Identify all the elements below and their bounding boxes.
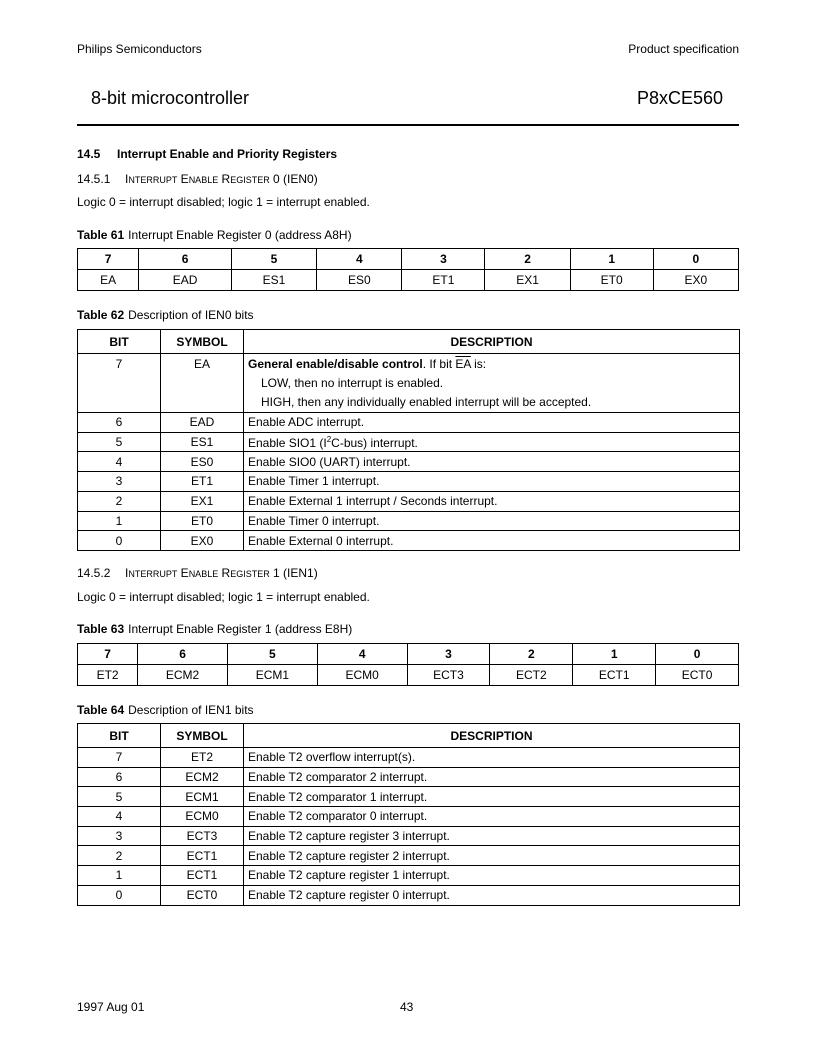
- sc-initial: E: [177, 172, 189, 186]
- table-row: [78, 807, 740, 827]
- table-row: [78, 866, 740, 886]
- symbol-cell: EA: [161, 354, 244, 374]
- part-number: P8xCE560: [636, 88, 723, 108]
- table61-title: Interrupt Enable Register 0 (address A8H): [128, 228, 352, 242]
- description-cell: Enable T2 capture register 1 interrupt.: [244, 866, 740, 886]
- table62-header-row: [78, 330, 740, 354]
- table62-title: Description of IEN0 bits: [128, 308, 254, 322]
- subsection-title-1: [125, 172, 318, 186]
- symbol-cell: ES1: [231, 270, 316, 291]
- table61-bit-row: [78, 249, 739, 270]
- header-symbol: SYMBOL: [161, 330, 244, 354]
- table61-caption: [77, 228, 352, 242]
- symbol-cell: ET0: [570, 270, 653, 291]
- subsection-heading-1: [77, 172, 318, 186]
- sc-rest: 1 (IEN1): [269, 566, 318, 580]
- bit-cell: 2: [490, 644, 573, 665]
- desc-text: is:: [470, 356, 487, 371]
- bit-cell: 4: [317, 249, 402, 270]
- bit-cell: 1: [573, 644, 656, 665]
- desc-bold: General enable/disable control: [248, 356, 423, 371]
- description-cell: Enable ADC interrupt.: [244, 413, 740, 433]
- symbol-cell: ET2: [78, 665, 138, 686]
- subsection-number-1: 14.5.1: [77, 172, 111, 186]
- symbol-cell: ECT3: [407, 665, 490, 686]
- description-cell: Enable T2 comparator 2 interrupt.: [244, 767, 740, 787]
- table-row: [78, 767, 740, 787]
- symbol-cell: ECM2: [138, 665, 228, 686]
- symbol-cell: EA: [78, 270, 139, 291]
- page-number: 43: [400, 1000, 414, 1014]
- table-row: [78, 787, 740, 807]
- description-cell: Enable T2 comparator 1 interrupt.: [244, 787, 740, 807]
- table62-label: Table 62: [77, 308, 125, 322]
- table-row: [78, 491, 740, 511]
- section-heading: [77, 147, 337, 161]
- table-row: [78, 846, 740, 866]
- description-cell: Enable SIO0 (UART) interrupt.: [244, 452, 740, 472]
- header-bit: BIT: [78, 724, 161, 748]
- bit-cell: 3: [78, 826, 161, 846]
- empty-cell: [161, 393, 244, 413]
- symbol-cell: EAD: [161, 413, 244, 433]
- table-row: [78, 432, 740, 452]
- bit-cell: 3: [402, 249, 485, 270]
- document-type: Product specification: [628, 42, 739, 56]
- sc-small: NTERRUPT: [128, 175, 178, 185]
- bit-cell: 2: [78, 491, 161, 511]
- symbol-cell: ECT3: [161, 826, 244, 846]
- table-row: [78, 354, 740, 374]
- table64-caption: [77, 703, 254, 717]
- symbol-cell: ES0: [161, 452, 244, 472]
- sc-initial: R: [218, 172, 231, 186]
- desc-text: C-bus) interrupt.: [331, 435, 418, 450]
- description-cell: HIGH, then any individually enabled interrupt will be accepted.: [244, 393, 740, 413]
- description-cell: Enable T2 comparator 0 interrupt.: [244, 807, 740, 827]
- description-cell: LOW, then no interrupt is enabled.: [244, 373, 740, 393]
- table62-caption: [77, 308, 254, 322]
- bit-cell: 5: [231, 249, 316, 270]
- empty-cell: [161, 373, 244, 393]
- bit-cell: 5: [227, 644, 317, 665]
- description-cell: Enable T2 capture register 0 interrupt.: [244, 885, 740, 905]
- bit-cell: 7: [78, 748, 161, 768]
- sc-small: NTERRUPT: [128, 569, 178, 579]
- table63-bit-row: [78, 644, 739, 665]
- empty-cell: [78, 373, 161, 393]
- description-cell: Enable External 1 interrupt / Seconds interrupt.: [244, 491, 740, 511]
- bit-cell: 1: [570, 249, 653, 270]
- symbol-cell: ECM1: [161, 787, 244, 807]
- section-number: 14.5: [77, 147, 101, 161]
- empty-cell: [78, 393, 161, 413]
- table63-title: Interrupt Enable Register 1 (address E8H): [128, 622, 353, 636]
- table64-label: Table 64: [77, 703, 125, 717]
- bit-cell: 5: [78, 787, 161, 807]
- table-row: [78, 531, 740, 551]
- description-cell: Enable Timer 0 interrupt.: [244, 511, 740, 531]
- symbol-cell: ET1: [402, 270, 485, 291]
- symbol-cell: ECT0: [161, 885, 244, 905]
- symbol-cell: ET0: [161, 511, 244, 531]
- symbol-cell: ECT2: [490, 665, 573, 686]
- table63: [77, 643, 739, 686]
- footer-date: 1997 Aug 01: [77, 1000, 145, 1014]
- bit-cell: 6: [78, 413, 161, 433]
- symbol-cell: EX1: [161, 491, 244, 511]
- bit-cell: 4: [78, 807, 161, 827]
- symbol-cell: ECM1: [227, 665, 317, 686]
- symbol-cell: ECT0: [656, 665, 739, 686]
- description-cell: Enable Timer 1 interrupt.: [244, 472, 740, 492]
- bit-cell: 7: [78, 249, 139, 270]
- sc-initial: R: [218, 566, 231, 580]
- description-cell: Enable T2 capture register 2 interrupt.: [244, 846, 740, 866]
- bit-cell: 1: [78, 511, 161, 531]
- bit-cell: 0: [653, 249, 738, 270]
- company-name: Philips Semiconductors: [77, 42, 202, 56]
- description-cell: Enable T2 overflow interrupt(s).: [244, 748, 740, 768]
- table63-label: Table 63: [77, 622, 125, 636]
- bit-cell: 2: [78, 846, 161, 866]
- symbol-cell: ECT1: [161, 846, 244, 866]
- bit-cell: 3: [407, 644, 490, 665]
- sc-initial: E: [177, 566, 189, 580]
- description-cell: Enable T2 capture register 3 interrupt.: [244, 826, 740, 846]
- bit-cell: 4: [78, 452, 161, 472]
- symbol-cell: EAD: [139, 270, 232, 291]
- header-bit: BIT: [78, 330, 161, 354]
- desc-text: . If bit: [422, 356, 456, 371]
- subsection-number-2: 14.5.2: [77, 566, 111, 580]
- desc-superscript: 2: [326, 434, 332, 444]
- bit-cell: 7: [78, 644, 138, 665]
- bit-cell: 5: [78, 432, 161, 452]
- bit-cell: 1: [78, 866, 161, 886]
- table-row: [78, 748, 740, 768]
- header-symbol: SYMBOL: [161, 724, 244, 748]
- symbol-cell: EX0: [161, 531, 244, 551]
- symbol-cell: ECT1: [573, 665, 656, 686]
- symbol-cell: ECT1: [161, 866, 244, 886]
- sc-small: EGISTER: [230, 175, 270, 185]
- symbol-cell: ES0: [317, 270, 402, 291]
- header-description: DESCRIPTION: [244, 724, 740, 748]
- table64: [77, 723, 740, 906]
- sc-small: NABLE: [188, 569, 219, 579]
- table64-title: Description of IEN1 bits: [128, 703, 254, 717]
- sc-rest: 0 (IEN0): [269, 172, 318, 186]
- table-row: [78, 885, 740, 905]
- table-row: [78, 452, 740, 472]
- table-row: [78, 511, 740, 531]
- table62: [77, 329, 740, 551]
- bit-cell: 6: [78, 767, 161, 787]
- table63-symbol-row: [78, 665, 739, 686]
- sc-initial: I: [125, 172, 129, 186]
- header-rule: [77, 124, 739, 126]
- bit-cell: 3: [78, 472, 161, 492]
- table63-caption: [77, 622, 352, 636]
- sc-initial: I: [125, 566, 129, 580]
- table-row: [78, 393, 740, 413]
- desc-text: Enable SIO1 (I: [248, 435, 327, 450]
- table61-label: Table 61: [77, 228, 125, 242]
- subsection-title-2: [125, 566, 318, 580]
- symbol-cell: ECM0: [161, 807, 244, 827]
- section-title: Interrupt Enable and Priority Registers: [117, 147, 338, 161]
- bit-cell: 0: [78, 531, 161, 551]
- table-row: [78, 472, 740, 492]
- header-description: DESCRIPTION: [244, 330, 740, 354]
- symbol-cell: EX1: [485, 270, 570, 291]
- table61-symbol-row: [78, 270, 739, 291]
- symbol-cell: EX0: [653, 270, 738, 291]
- table-row: [78, 826, 740, 846]
- description-cell: [244, 432, 740, 452]
- table64-header-row: [78, 724, 740, 748]
- table61: [77, 248, 739, 291]
- description-cell: [244, 354, 740, 374]
- document-title: 8-bit microcontroller: [91, 88, 250, 108]
- symbol-cell: ECM2: [161, 767, 244, 787]
- bit-cell: 7: [78, 354, 161, 374]
- bit-cell: 6: [139, 249, 232, 270]
- ea-overline: $\overline{EA}$: [455, 356, 471, 371]
- bit-cell: 4: [317, 644, 407, 665]
- sc-small: EGISTER: [230, 569, 270, 579]
- bit-cell: 0: [656, 644, 739, 665]
- bit-cell: 2: [485, 249, 570, 270]
- table-row: [78, 413, 740, 433]
- bit-cell: 0: [78, 885, 161, 905]
- description-cell: Enable External 0 interrupt.: [244, 531, 740, 551]
- logic-paragraph-1: Logic 0 = interrupt disabled; logic 1 = interrupt enabled.: [77, 195, 370, 209]
- symbol-cell: ES1: [161, 432, 244, 452]
- logic-paragraph-2: Logic 0 = interrupt disabled; logic 1 = interrupt enabled.: [77, 590, 370, 604]
- symbol-cell: ECM0: [317, 665, 407, 686]
- subsection-heading-2: [77, 566, 318, 580]
- sc-small: NABLE: [188, 175, 219, 185]
- bit-cell: 6: [138, 644, 228, 665]
- symbol-cell: ET1: [161, 472, 244, 492]
- table-row: [78, 373, 740, 393]
- symbol-cell: ET2: [161, 748, 244, 768]
